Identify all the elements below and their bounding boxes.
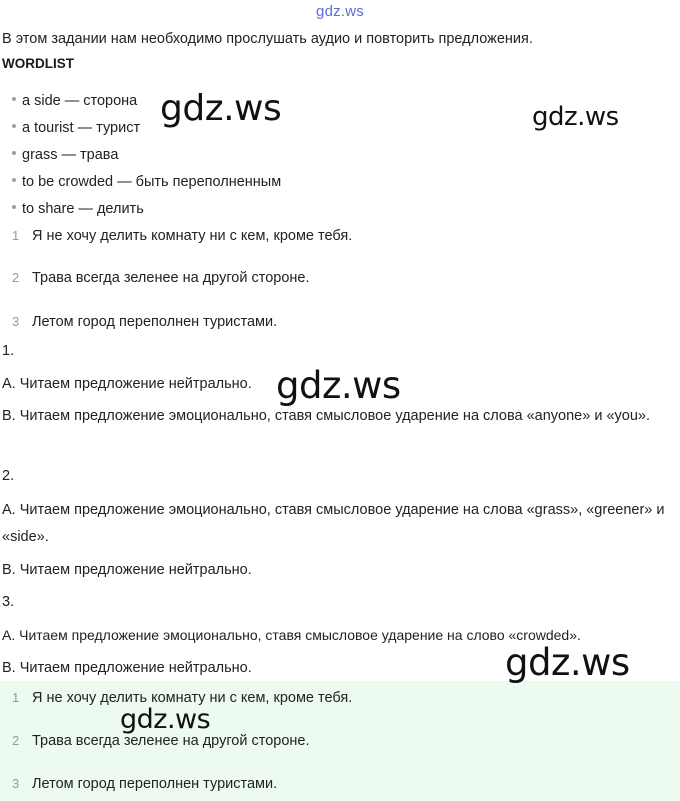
bullet-dot-icon (12, 205, 16, 209)
watermark: gdz.ws (160, 88, 282, 129)
repeat-sentence-item: 2 Трава всегда зеленее на другой стороне. (12, 733, 310, 749)
sentence-item: 2 Трава всегда зеленее на другой стороне. (12, 270, 310, 286)
bullet-dot-icon (12, 97, 16, 101)
wordlist-item: to be crowded — быть переполненным (12, 174, 281, 190)
answer-line: А. Читаем предложение эмоционально, ставя смысловое ударение на слово «crowded». (2, 627, 581, 643)
answer-line: А. Читаем предложение эмоционально, ставя смысловое ударение на слова «grass», «greener» и «side». (2, 502, 665, 545)
watermark: gdz.ws (120, 704, 211, 735)
wordlist-heading: WORDLIST (2, 56, 74, 71)
watermark: gdz.ws (532, 102, 619, 132)
sentence-item: 1 Я не хочу делить комнату ни с кем, кроме тебя. (12, 228, 353, 244)
wordlist-item: a tourist — турист (12, 120, 140, 136)
answer-line: В. Читаем предложение нейтрально. (2, 562, 252, 578)
watermark: gdz.ws (505, 641, 630, 684)
intro-text: В этом задании нам необходимо прослушать аудио и повторить предложения. (2, 31, 533, 47)
answer-number: 2. (2, 468, 15, 484)
bullet-dot-icon (12, 178, 16, 182)
bullet-dot-icon (12, 124, 16, 128)
wordlist-item: grass — трава (12, 147, 118, 163)
wordlist-item: a side — сторона (12, 93, 137, 109)
wordlist-item: to share — делить (12, 201, 144, 217)
sentence-item: 3 Летом город переполнен туристами. (12, 314, 278, 330)
answer-number: 1. (2, 343, 15, 359)
watermark: gdz.ws (276, 364, 401, 407)
answer-line: В. Читаем предложение эмоционально, ставя смысловое ударение на слова «anyone» и «you». (2, 408, 650, 424)
repeat-sentence-item: 3 Летом город переполнен туристами. (12, 776, 278, 792)
repeat-sentence-item: 1 Я не хочу делить комнату ни с кем, кроме тебя. (12, 690, 353, 706)
answer-line: А. Читаем предложение нейтрально. (2, 376, 252, 392)
answer-number: 3. (2, 594, 15, 610)
answer-line: В. Читаем предложение нейтрально. (2, 660, 252, 676)
bullet-dot-icon (12, 151, 16, 155)
site-title[interactable]: gdz.ws (316, 3, 364, 20)
